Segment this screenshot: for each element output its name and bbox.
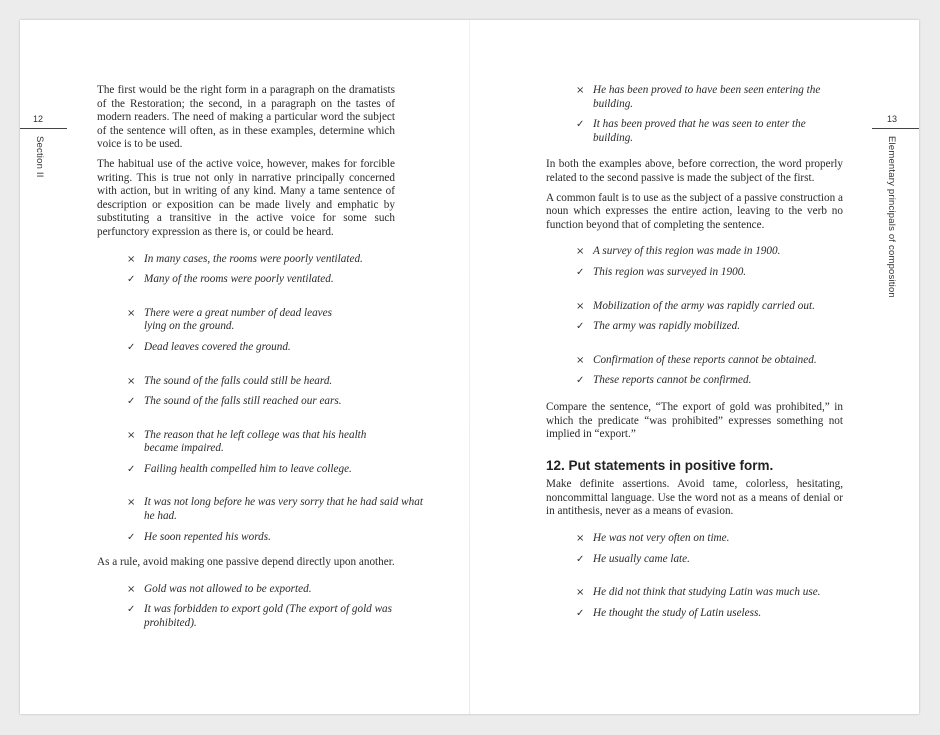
right-example: ✓ The sound of the falls still reached our ears. [127, 395, 342, 408]
example-pair [546, 532, 843, 566]
right-example: ✓ It was forbidden to export gold (The export of gold was prohibited). [127, 603, 392, 630]
cross-icon: × [127, 375, 136, 387]
example-pairs [97, 252, 423, 545]
cross-icon: × [127, 307, 136, 319]
cross-icon: × [576, 587, 585, 599]
header-rule-left [20, 128, 67, 129]
wrong-example: × He has been proved to have been seen entering the building. [576, 84, 821, 110]
check-icon: ✓ [127, 531, 136, 543]
cross-icon: × [576, 533, 585, 545]
section-heading: 12. Put statements in positive form. [546, 457, 774, 473]
header-rule-right [872, 128, 919, 129]
check-icon: ✓ [576, 321, 585, 333]
example-pair [97, 375, 395, 409]
right-example: ✓ The army was rapidly mobilized. [576, 320, 740, 333]
check-icon: ✓ [127, 396, 136, 408]
wrong-example: × It was not long before he was very sorry that he had said what he had. [127, 496, 423, 523]
check-icon: ✓ [576, 266, 585, 278]
example-pair [97, 583, 395, 631]
cross-icon: × [127, 583, 136, 595]
check-icon: ✓ [127, 341, 136, 353]
paragraph: The habitual use of the active voice, however, makes for forcible writing. This is true not only in narrative principally concerned with action, but in writing of any kind. Many a tame sentence of description or exposition can be made lively and emphatic by substituting a transitive in the active voice for some such perfunctory expression as there is, or could be heard. [97, 157, 395, 238]
example-pair [546, 300, 843, 334]
paragraph: Make definite assertions. Avoid tame, colorless, hesitating, noncommittal language. Use the word not as a means of denial or in antithesis, never as a means of evasion. [546, 478, 843, 518]
right-example: ✓ Failing health compelled him to leave college. [127, 462, 352, 475]
wrong-example: × The reason that he left college was that his health became impaired. [127, 428, 367, 455]
paragraph: Compare the sentence, “The export of gold was prohibited,” in which the predicate “was prohibited” expresses something not implied in “export.” [546, 400, 843, 441]
paragraph: A common fault is to use as the subject of a passive construction a noun which expresses the entire action, leaving to the verb no function beyond that of completing the sentence. [546, 191, 843, 231]
cross-icon: × [127, 253, 136, 265]
example-pair [97, 307, 395, 355]
book-spread [20, 20, 919, 714]
gutter [469, 20, 470, 714]
right-example: ✓ He soon repented his words. [127, 530, 271, 543]
check-icon: ✓ [127, 463, 136, 475]
right-example: ✓ This region was surveyed in 1900. [576, 265, 747, 278]
check-icon: ✓ [127, 604, 136, 616]
cross-icon: × [127, 429, 136, 441]
wrong-example: × In many cases, the rooms were poorly ventilated. [127, 252, 363, 265]
paragraph: In both the examples above, before correction, the word properly related to the second passive is made the subject of the first. [546, 158, 843, 184]
cross-icon: × [576, 85, 585, 96]
right-example: ✓ Many of the rooms were poorly ventilated. [127, 273, 334, 286]
right-page-body [546, 84, 843, 620]
paragraph: The first would be the right form in a paragraph on the dramatists of the Restoration; the second, in a paragraph on the tastes of modern readers. The need of making a particular word the subject of the sentence will often, as in these examples, determine which voice is to be used. [97, 84, 395, 151]
cross-icon: × [127, 497, 136, 509]
wrong-example: × Confirmation of these reports cannot be obtained. [576, 353, 817, 366]
cross-icon: × [576, 246, 585, 258]
page-number-right: 13 [887, 114, 898, 124]
wrong-example: × There were a great number of dead leaves lying on the ground. [127, 306, 332, 333]
right-example: ✓ These reports cannot be confirmed. [576, 374, 752, 387]
section-label-left: Section II [34, 136, 45, 178]
section-label-right: Elementary principals of composition [886, 136, 897, 298]
check-icon: ✓ [576, 119, 585, 131]
wrong-example: × He was not very often on time. [576, 532, 730, 545]
check-icon: ✓ [127, 274, 136, 286]
check-icon: ✓ [576, 553, 585, 565]
page-number-left: 12 [33, 114, 44, 124]
check-icon: ✓ [576, 607, 585, 619]
wrong-example: × Gold was not allowed to be exported. [127, 582, 312, 595]
wrong-example: × A survey of this region was made in 1900. [576, 245, 781, 258]
example-pair [546, 586, 843, 620]
example-pair [546, 84, 843, 145]
wrong-example: × He did not think that studying Latin was much use. [576, 586, 821, 599]
paragraph: As a rule, avoid making one passive depend directly upon another. [97, 556, 395, 569]
wrong-example: × The sound of the falls could still be heard. [127, 374, 333, 387]
left-page-body [97, 84, 423, 631]
example-pairs [546, 245, 843, 388]
check-icon: ✓ [576, 375, 585, 387]
cross-icon: × [576, 354, 585, 366]
example-pairs [546, 532, 843, 620]
example-pair [97, 429, 395, 477]
right-example: ✓ Dead leaves covered the ground. [127, 340, 291, 353]
wrong-example: × Mobilization of the army was rapidly carried out. [576, 299, 815, 312]
cross-icon: × [576, 300, 585, 312]
example-pair [546, 245, 843, 279]
right-example: ✓ It has been proved that he was seen to enter the building. [576, 118, 806, 144]
example-pair [97, 253, 395, 287]
example-pair [97, 496, 423, 544]
right-example: ✓ He thought the study of Latin useless. [576, 606, 762, 619]
example-pair [546, 354, 843, 388]
right-example: ✓ He usually came late. [576, 552, 690, 565]
